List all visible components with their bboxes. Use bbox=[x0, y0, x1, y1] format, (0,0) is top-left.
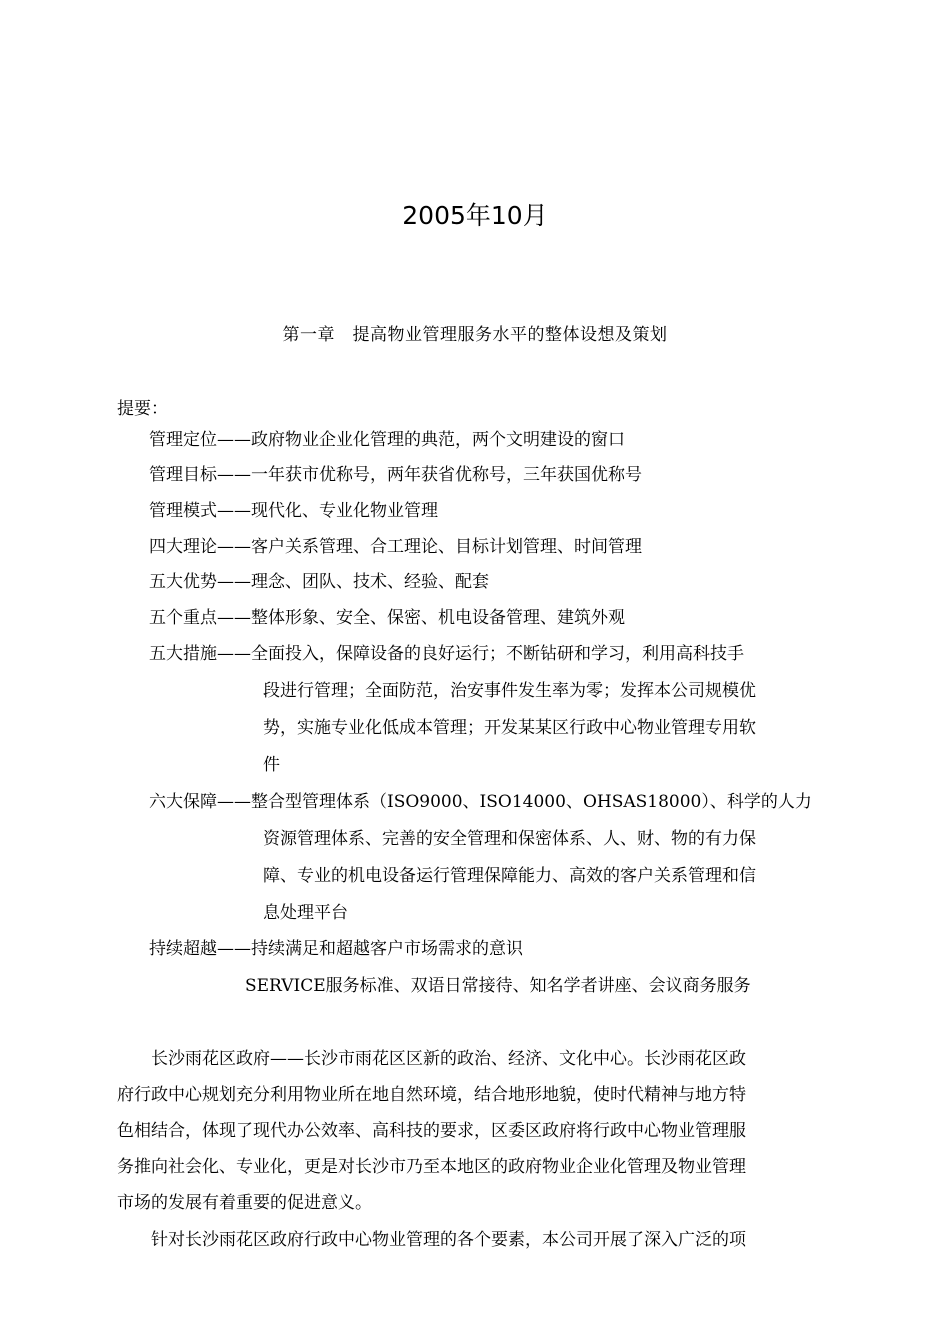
list-item-goal: 管理目标——一年获市优称号，两年获省优称号，三年获国优称号 bbox=[149, 465, 642, 485]
list-item-positioning: 管理定位——政府物业企业化管理的典范，两个文明建设的窗口 bbox=[149, 430, 625, 450]
service-line: SERVICE服务标准、双语日常接待、知名学者讲座、会议商务服务 bbox=[245, 976, 751, 996]
list-item-surpass: 持续超越——持续满足和超越客户市场需求的意识 bbox=[149, 939, 523, 959]
paragraph-line: 市场的发展有着重要的促进意义。 bbox=[117, 1193, 372, 1213]
list-item-guarantees-cont: 息处理平台 bbox=[263, 903, 348, 923]
paragraph-line: 务推向社会化、专业化，更是对长沙市乃至本地区的政府物业企业化管理及物业管理 bbox=[117, 1157, 746, 1177]
paragraph-research bbox=[117, 1222, 827, 1258]
paragraph-line: 针对长沙雨花区政府行政中心物业管理的各个要素，本公司开展了深入广泛的项 bbox=[151, 1230, 746, 1250]
list-item-guarantees-cont: 障、专业的机电设备运行管理保障能力、高效的客户关系管理和信 bbox=[263, 866, 756, 886]
list-item-measures-cont: 件 bbox=[263, 755, 280, 775]
paragraph-line: 长沙雨花区政府——长沙市雨花区区新的政治、经济、文化中心。长沙雨花区政 bbox=[151, 1049, 746, 1069]
abstract-label: 提要： bbox=[117, 399, 168, 419]
list-item-guarantees-cont: 资源管理体系、完善的安全管理和保密体系、人、财、物的有力保 bbox=[263, 829, 756, 849]
paragraph-line: 府行政中心规划充分利用物业所在地自然环境，结合地形地貌，使时代精神与地方特 bbox=[117, 1085, 746, 1105]
list-item-guarantees: 六大保障——整合型管理体系（ISO9000、ISO14000、OHSAS18000）、科学的人力 bbox=[149, 792, 812, 812]
list-item-mode: 管理模式——现代化、专业化物业管理 bbox=[149, 501, 438, 521]
chapter-title: 第一章 提高物业管理服务水平的整体设想及策划 bbox=[282, 325, 668, 345]
paragraph-line: 色相结合，体现了现代办公效率、高科技的要求，区委区政府将行政中心物业管理服 bbox=[117, 1121, 746, 1141]
document-date: 2005年10月 bbox=[402, 201, 548, 230]
paragraph-intro bbox=[117, 1041, 827, 1221]
list-item-measures-cont: 势，实施专业化低成本管理；开发某某区行政中心物业管理专用软 bbox=[263, 718, 756, 738]
list-item-measures-cont: 段进行管理；全面防范，治安事件发生率为零；发挥本公司规模优 bbox=[263, 681, 756, 701]
list-item-advantages: 五大优势——理念、团队、技术、经验、配套 bbox=[149, 572, 489, 592]
list-item-measures: 五大措施——全面投入，保障设备的良好运行；不断钻研和学习，利用高科技手 bbox=[149, 644, 744, 664]
list-item-focus: 五个重点——整体形象、安全、保密、机电设备管理、建筑外观 bbox=[149, 608, 625, 628]
list-item-theories: 四大理论——客户关系管理、合工理论、目标计划管理、时间管理 bbox=[149, 537, 642, 557]
